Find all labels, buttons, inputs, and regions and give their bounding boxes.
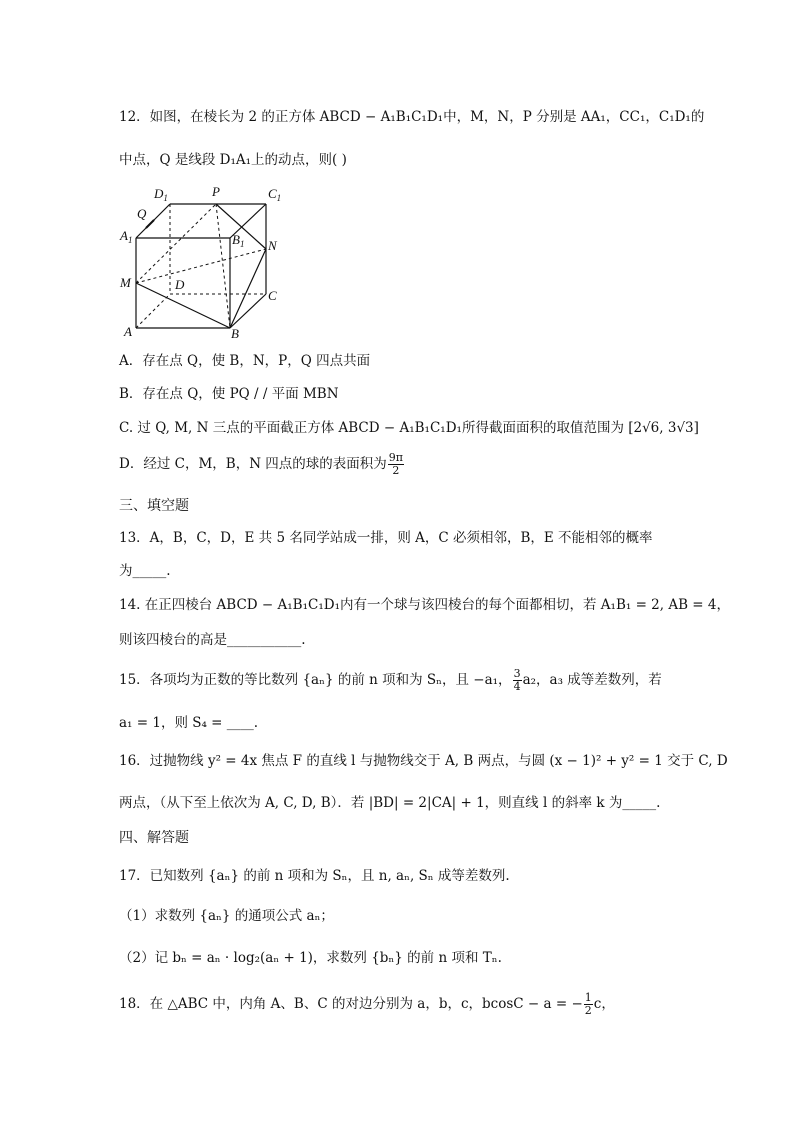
q17-sub1: （1）求数列 {aₙ} 的通项公式 aₙ； xyxy=(119,908,334,924)
section-solutions: 四、解答题 xyxy=(119,830,189,846)
q12-option-d-fraction: $\frac{9\pi}{2}$ xyxy=(388,451,404,477)
label-M: M xyxy=(120,275,131,290)
edge-B-N xyxy=(230,249,266,328)
q15-line2: a₁ = 1，则 S₄ = ____. xyxy=(119,715,259,731)
q15-line1-a: 15．各项均为正数的等比数列 {aₙ} 的前 n 项和为 Sₙ，且 −a₁， xyxy=(119,672,512,688)
q13-line2: 为_____. xyxy=(119,563,171,579)
q15-line1-b: a₂，a₃ 成等差数列，若 xyxy=(522,672,662,688)
label-B: B xyxy=(231,326,239,340)
q18-line1-b: c， xyxy=(593,996,615,1012)
q16-line2: 两点，（从下至上依次为 A, C, D, B）．若 |BD| = 2|CA| + 1，则直线 l 的斜率 k 为_____. xyxy=(119,795,661,811)
q15-line1 xyxy=(119,668,662,693)
q14-line2: 则该四棱台的高是___________. xyxy=(119,632,306,648)
q18-fraction: $\frac{1}{2}$ xyxy=(584,991,592,1017)
section-fill-in: 三、填空题 xyxy=(119,498,189,514)
q18-line1-a: 18．在 △ABC 中，内角 A、B、C 的对边分别为 a，b，c，bcosC − a = − xyxy=(119,996,583,1012)
edge-B-C xyxy=(230,294,266,328)
q12-option-d xyxy=(119,452,405,477)
q16-line1: 16．过抛物线 y² = 4x 焦点 F 的直线 l 与抛物线交于 A, B 两点，与圆 (x − 1)² + y² = 1 交于 C, D xyxy=(119,753,728,769)
label-D1: $D_1$ xyxy=(154,186,168,203)
edge-Q-A1 xyxy=(146,220,154,228)
edge-P-B xyxy=(216,204,230,328)
q12-line2: 中点，Q 是线段 D₁A₁上的动点，则( ) xyxy=(119,152,347,168)
label-A: A xyxy=(124,324,132,339)
q12-line1: 12．如图，在棱长为 2 的正方体 ABCD − A₁B₁C₁D₁中，M，N，P 分别是 AA₁，CC₁，C₁D₁的 xyxy=(119,109,705,125)
q15-fraction: $\frac{3}{4}$ xyxy=(513,667,521,693)
label-B1: $B_1$ xyxy=(232,232,245,249)
q18-line1 xyxy=(119,992,615,1017)
label-N: N xyxy=(268,238,277,253)
label-A1: $A_1$ xyxy=(120,228,133,245)
q12-option-b: B．存在点 Q，使 PQ / / 平面 MBN xyxy=(119,386,339,402)
edge-M-N xyxy=(136,249,266,283)
label-Q: Q xyxy=(137,206,147,221)
label-D: D xyxy=(175,277,185,292)
label-P: P xyxy=(212,184,220,199)
q12-option-a: A．存在点 Q，使 B，N，P，Q 四点共面 xyxy=(119,353,371,369)
edge-A-D xyxy=(136,294,170,328)
label-C: C xyxy=(268,288,277,303)
q14-line1: 14. 在正四棱台 ABCD − A₁B₁C₁D₁内有一个球与该四棱台的每个面都相切，若 A₁B₁ = 2, AB = 4， xyxy=(119,597,730,613)
cube-figure xyxy=(118,184,288,340)
q17-sub2: （2）记 bₙ = aₙ · log₂(aₙ + 1)，求数列 {bₙ} 的前 n 项和 Tₙ. xyxy=(119,950,502,966)
label-C1: $C_1$ xyxy=(268,186,282,203)
q12-option-c: C. 过 Q, M, N 三点的平面截正方体 ABCD − A₁B₁C₁D₁所得截面面积的取值范围为 [2√6, 3√3] xyxy=(119,420,699,436)
q17-line1: 17．已知数列 {aₙ} 的前 n 项和为 Sₙ，且 n, aₙ, Sₙ 成等差数列. xyxy=(119,868,510,884)
q12-option-d-text: D．经过 C，M，B，N 四点的球的表面积为 xyxy=(119,456,387,472)
q13-line1: 13．A，B，C，D，E 共 5 名同学站成一排，则 A，C 必须相邻，B，E 不能相邻的概率 xyxy=(119,530,653,546)
edge-M-P xyxy=(136,204,216,283)
